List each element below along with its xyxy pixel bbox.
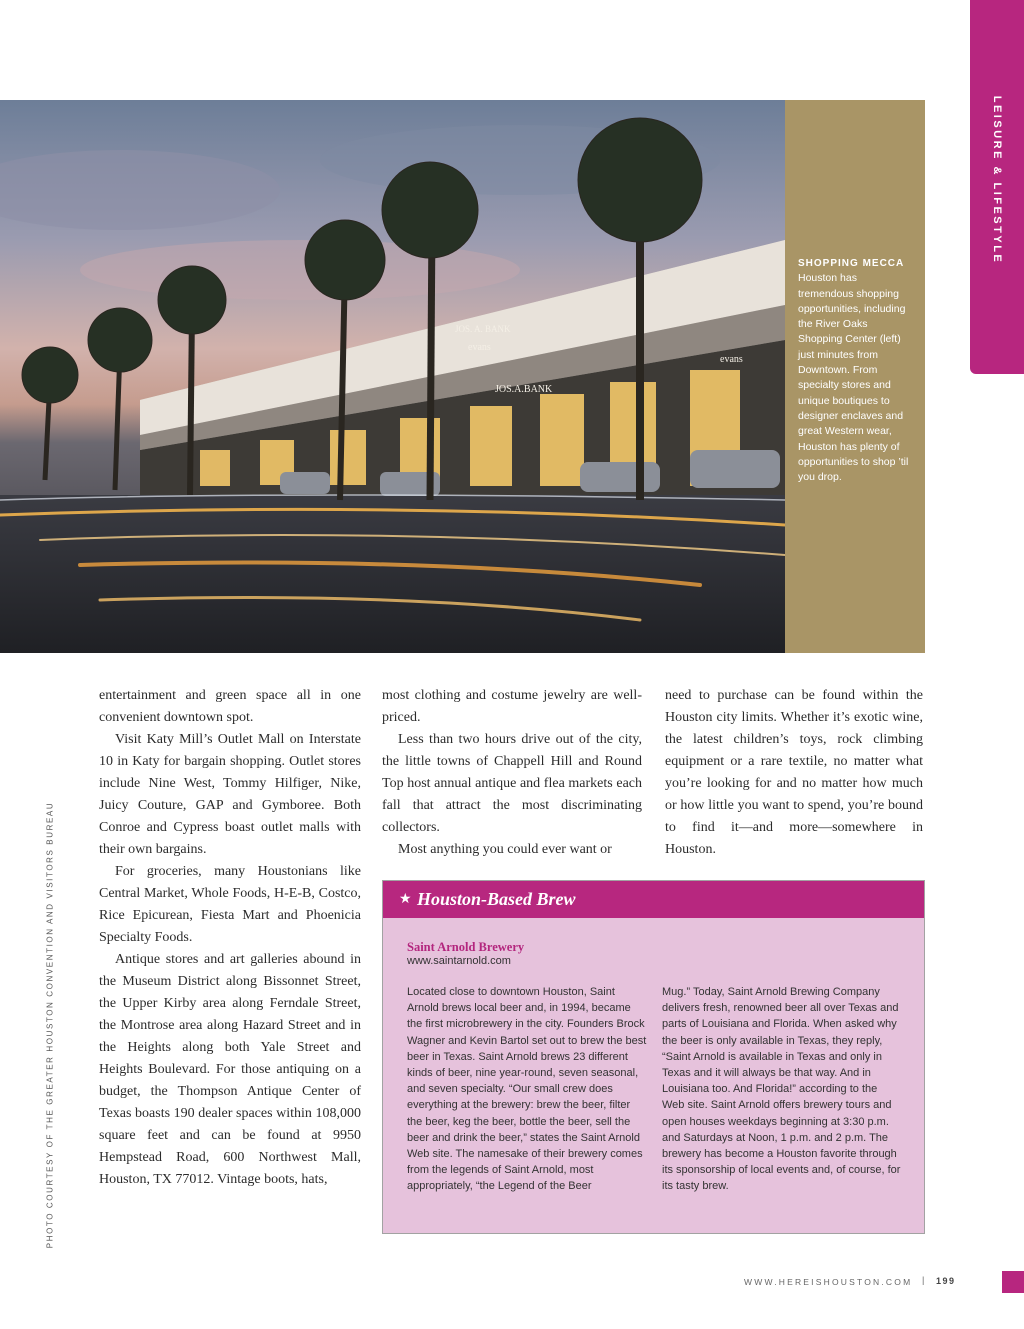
footer-color-tab (1002, 1271, 1024, 1293)
brewery-url: www.saintarnold.com (407, 955, 511, 967)
shopping-center-photo (0, 100, 785, 653)
paragraph: For groceries, many Houstonians like Central Market, Whole Foods, H-E-B, Costco, Rice Epicurean, Fiesta Mart and Phoenicia Specialty Foods. (99, 864, 361, 945)
brew-text-column-1: Located close to downtown Houston, Saint Arnold brews local beer and, in 1994, became the first microbrewery in the city. Founders Brock Wagner and Kevin Bartol set out to brew the best beer in Texas. Saint Arnold brews 23 different kinds of beer, nine year-round, seven seasonal, and seven specialty. “Our small crew does everything at the brewery: brew the beer, filter the beer, keg the beer, bottle the beer, sell the beer and drink the beer,” states the Saint Arnold Web site. The namesake of their brewery comes from the legends of Saint Arnold, most appropriately, “the Legend of the Beer (407, 986, 647, 1193)
paragraph: Less than two hours drive out of the city, the little towns of Chappell Hill and Round Top host annual antique and flea markets each fall that attract the most discriminating collectors. (382, 732, 642, 835)
caption-text: Houston has tremendous shopping opportunities, including the River Oaks Shopping Center (left) just minutes from Downtown. From specialty stores and unique boutiques to designer enclaves and great Western wear, Houston has plenty of opportunities to shop ’til you drop. (798, 272, 909, 484)
article-column-1 (99, 685, 361, 1191)
star-icon: ★ (399, 892, 412, 907)
page-number: 199 (936, 1276, 956, 1286)
brew-sidebar (382, 880, 925, 1234)
sign-text-3: JOS.A.BANK (495, 384, 553, 395)
paragraph: most clothing and costume jewelry are well-priced. (382, 688, 642, 725)
footer-url: WWW.HEREISHOUSTON.COM (744, 1277, 913, 1287)
sign-text-4: evans (720, 354, 743, 365)
sign-text-1: JOS. A. BANK (455, 324, 511, 334)
paragraph: Antique stores and art galleries abound in the Museum District along Bissonnet Street, the Upper Kirby area along Ferndale Street, the Montrose area along Hazard Street and in the Heights along both Yale Street and Heights Boulevard. For those antiquing on a budget, the Thompson Antique Center of Texas boasts 190 dealer spaces within 108,000 square feet and can be found at 9950 Hempstead Road, 600 Northwest Mall, Houston, TX 77012. Vintage boots, hats, (99, 952, 361, 1187)
paragraph: Most anything you could ever want or (398, 842, 612, 857)
brew-sidebar-heading: Houston-Based Brew (417, 889, 576, 909)
brewery-name: Saint Arnold Brewery (407, 940, 525, 954)
photo-credit: PHOTO COURTESY OF THE GREATER HOUSTON CONVENTION AND VISITORS BUREAU (45, 801, 55, 1249)
paragraph: Visit Katy Mill’s Outlet Mall on Interstate 10 in Katy for bargain shopping. Outlet stores include Nine West, Tommy Hilfiger, Nike, Juicy Couture, GAP and Gymboree. Both Conroe and Cypress boast outlet malls with their own bargains. (99, 732, 361, 857)
article-column-3 (665, 685, 923, 861)
brew-sidebar-header (383, 881, 924, 918)
paragraph: entertainment and green space all in one convenient downtown spot. (99, 688, 361, 725)
footer-separator: | (922, 1275, 925, 1285)
brew-text-column-2: Mug.” Today, Saint Arnold Brewing Company delivers fresh, renowned beer all over Texas and parts of Louisiana and Florida. When asked why the beer is only available in Texas, they reply, “Saint Arnold is available in Texas and only in Texas and it will always be that way. And in Louisiana too. And Florida!” according to the Web site. Saint Arnold offers brewery tours and open houses weekdays beginning at 3:30 p.m. and Saturdays at Noon, 1 p.m. and 2 p.m. The brewery has become a Houston favorite through its sponsorship of local events and, of course, for its tasty brew. (662, 986, 901, 1193)
article-column-2 (382, 685, 642, 861)
sign-text-2: evans (468, 342, 491, 353)
photo-caption (798, 256, 914, 485)
caption-title: SHOPPING MECCA (798, 258, 905, 269)
section-tab-label: LEISURE & LIFESTYLE (991, 95, 1003, 265)
paragraph: need to purchase can be found within the Houston city limits. Whether it’s exotic wine, the latest children’s toys, rock climbing equipment or a rare textile, no matter what you’re looking for and no matter how much or how little you want to spend, you’re bound to find it—and more—somewhere in Houston. (665, 688, 923, 857)
photo-caption-box (785, 100, 925, 653)
shopping-center-street-photo-icon (0, 100, 785, 653)
